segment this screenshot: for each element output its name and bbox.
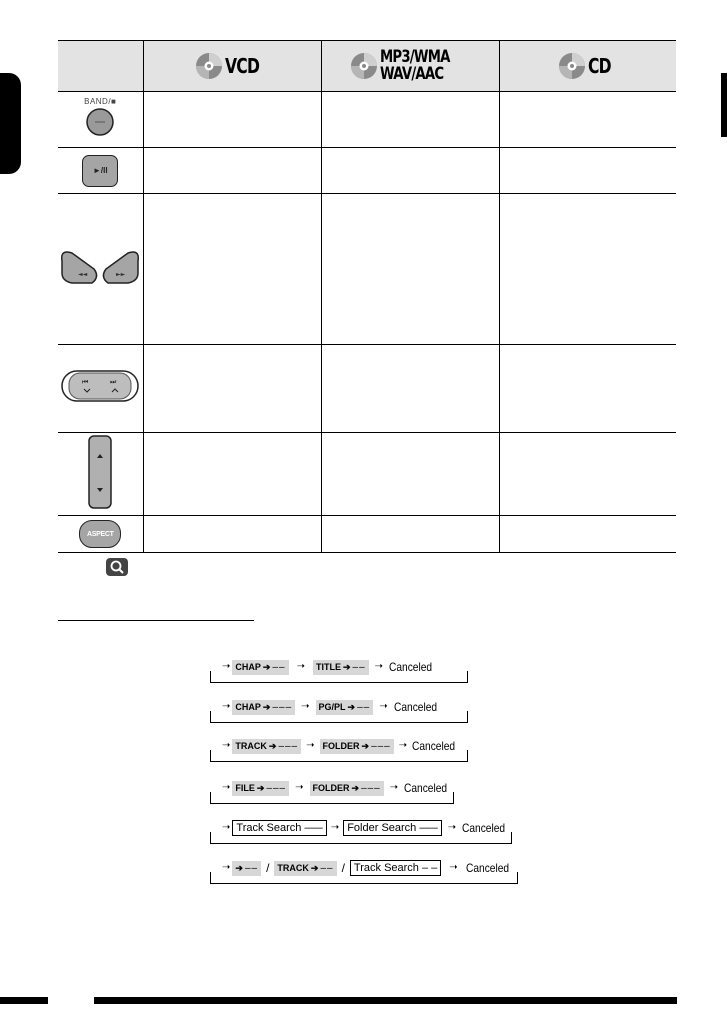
search-flow-5 [210,820,512,844]
prev-next-knob[interactable] [60,369,140,403]
arrow-icon: ➝ [295,782,304,793]
arrow-icon: ➝ [449,862,458,873]
table-row [58,516,676,553]
arrow-icon: ➝ [398,740,408,751]
play-pause-icon: ►/II [92,166,108,175]
arrow-icon: ➝ [222,661,231,672]
table-row [58,433,676,516]
track-chip: TRACK ➔ –– [274,861,336,876]
arrow-icon: ➝ [447,822,457,833]
play-pause-button[interactable] [82,155,118,187]
slash-separator: / [341,861,345,875]
footer-bar-left [0,997,48,1004]
disc-icon [195,52,223,80]
header-mp3 [321,41,499,92]
aspect-button[interactable] [79,520,121,548]
track-search-box: Track Search – – [350,860,441,876]
arrow-icon: ➝ [330,822,340,833]
up-down-button-cell [58,433,143,516]
arrow-icon: ➝ [222,862,231,873]
right-edge-tab [721,73,727,137]
direct-entry-chip: ➔ –– [232,861,261,876]
canceled-label: Canceled [389,660,433,674]
footer-bar-right [94,997,677,1004]
canceled-label: Canceled [412,739,456,753]
chap-chip: CHAP ➔ ––– [232,700,295,715]
chap-chip: CHAP ➔ –– [232,660,288,675]
rewind-icon: ◄◄ [78,270,88,278]
table-row [58,194,676,345]
arrow-icon: ➝ [389,782,399,793]
mp3-label: MP3/WMA [380,47,450,67]
arrow-icon: ➝ [222,740,231,751]
arrow-icon: ➝ [222,822,231,833]
wav-label: WAV/AAC [380,64,444,84]
vcd-label: VCD [225,54,260,78]
arrow-icon: ➝ [306,740,315,751]
search-flow-2 [210,699,468,723]
play-pause-button-cell [58,148,143,194]
header-cd [499,41,676,92]
folder-chip: FOLDER ➔ ––– [310,781,384,796]
search-flow-1 [210,659,468,683]
table-row [58,148,676,194]
rewind-forward-buttons[interactable] [58,247,142,287]
arrow-icon: ➝ [374,661,384,672]
arrow-icon: ➝ [301,701,310,712]
aspect-label: ASPECT [86,530,114,538]
fast-forward-icon: ►► [116,270,126,278]
table-header-row [58,41,676,92]
folder-search-box: Folder Search ––– [343,820,442,836]
track-chip: TRACK ➔ ––– [232,739,301,754]
band-stop-button[interactable] [85,107,115,137]
track-search-box: Track Search ––– [232,820,326,836]
band-stop-label: BAND/■ [84,97,117,106]
next-icon: ⏭ [110,378,117,386]
folder-chip: FOLDER ➔ ––– [320,739,394,754]
band-stop-button-cell [58,92,143,148]
note-row [106,558,128,581]
disc-icon [558,52,586,80]
arrow-icon: ➝ [222,782,231,793]
language-side-tab [0,73,21,174]
cd-label: CD [588,54,611,78]
skip-buttons-cell [58,194,143,345]
section-heading-underline [58,620,254,621]
arrow-icon: ➝ [379,701,388,712]
search-flow-4 [210,780,454,804]
arrow-icon: ➝ [222,701,231,712]
canceled-label: Canceled [462,821,506,835]
disc-icon [350,52,378,80]
controls-table [58,40,676,553]
canceled-label: Canceled [404,781,448,795]
file-chip: FILE ➔ ––– [232,781,289,796]
arrow-icon: ➝ [296,661,305,672]
header-vcd [143,41,321,92]
canceled-label: Canceled [465,861,509,875]
previous-icon: ⏮ [82,378,89,386]
aspect-button-cell [58,516,143,553]
table-row [58,345,676,433]
search-flow-3 [210,738,468,762]
up-down-button[interactable] [87,434,113,510]
prev-next-knob-cell [58,345,143,433]
pgpl-chip: PG/PL ➔ –– [316,700,374,715]
slash-separator: / [266,861,270,875]
title-chip: TITLE ➔ –– [313,660,369,675]
canceled-label: Canceled [393,700,437,714]
search-flow-6 [210,860,518,884]
table-row [58,92,676,148]
header-blank-cell [58,41,143,92]
magnifier-icon [106,558,128,576]
